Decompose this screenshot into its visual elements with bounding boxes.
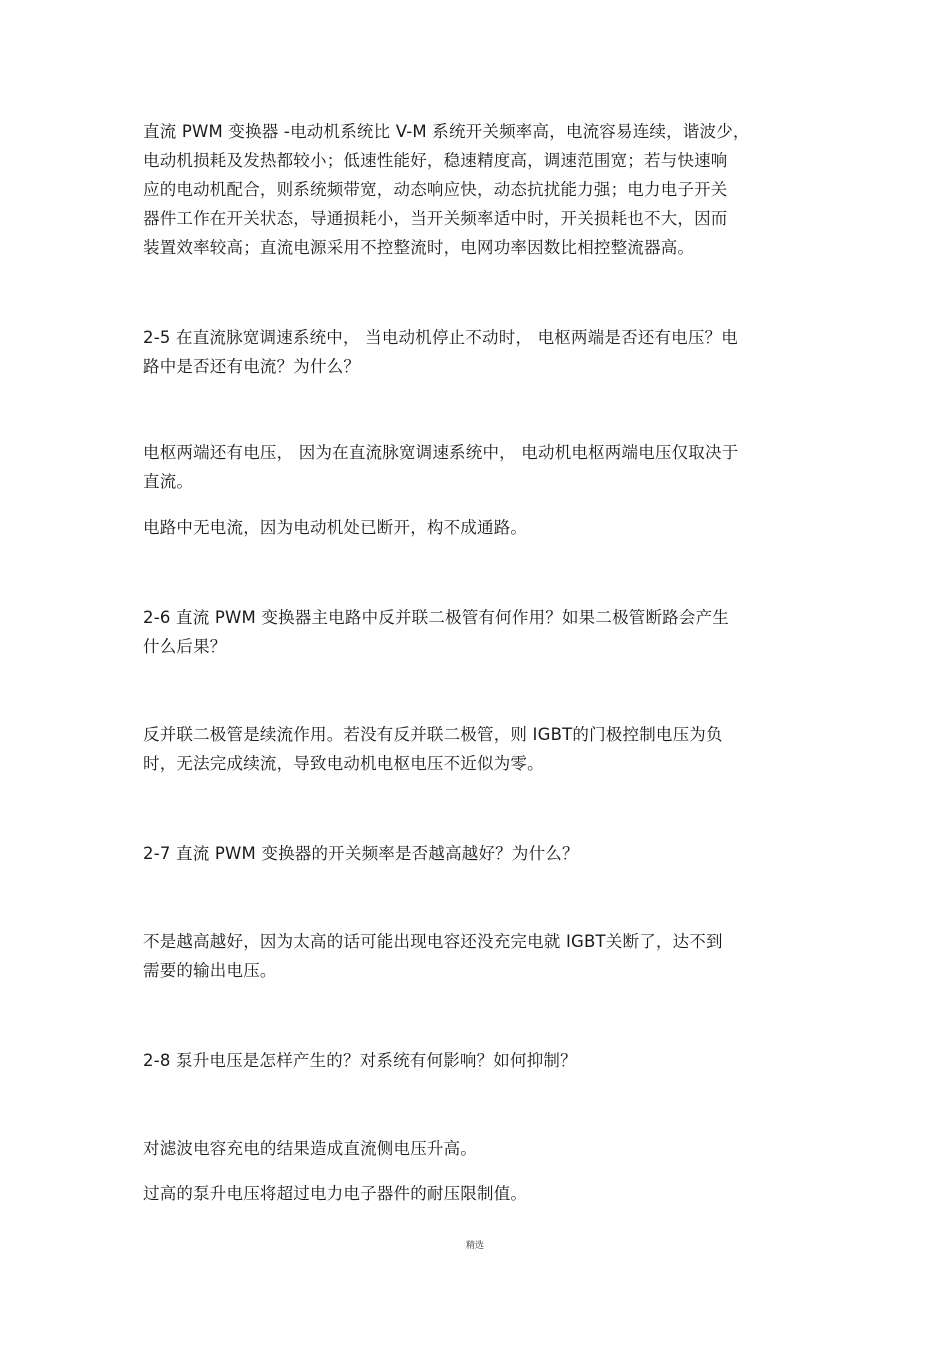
text-line: 电枢两端还有电压， 因为在直流脉宽调速系统中， 电动机电枢两端电压仅取决于 (143, 443, 739, 462)
question-2-6 (143, 603, 803, 661)
text-line: 反并联二极管是续流作用。若没有反并联二极管，则 IGBT的门极控制电压为负 (143, 725, 723, 744)
paragraph-intro (143, 117, 803, 262)
text-line: 不是越高越好，因为太高的话可能出现电容还没充完电就 IGBT关断了，达不到 (143, 932, 723, 951)
answer-2-6 (143, 720, 803, 778)
page-footer: 精选 (465, 1241, 484, 1251)
text-line: 电动机损耗及发热都较小；低速性能好，稳速精度高，调速范围宽；若与快速响 (143, 151, 728, 170)
text-line: 对滤波电容充电的结果造成直流侧电压升高。 (143, 1139, 477, 1158)
text-line: 应的电动机配合，则系统频带宽，动态响应快，动态抗扰能力强；电力电子开关 (143, 180, 728, 199)
text-line: 直流。 (143, 472, 194, 491)
text-line: 需要的输出电压。 (143, 961, 277, 980)
answer-2-5-current (143, 513, 803, 542)
question-2-8 (143, 1046, 803, 1075)
answer-2-7 (143, 927, 803, 985)
answer-2-8-cause (143, 1134, 803, 1163)
question-2-7 (143, 839, 803, 868)
question-2-5 (143, 323, 803, 381)
text-line: 2-8 泵升电压是怎样产生的？对系统有何影响？如何抑制？ (143, 1051, 577, 1070)
text-line: 电路中无电流，因为电动机处已断开，构不成通路。 (143, 518, 528, 537)
text-line: 过高的泵升电压将超过电力电子器件的耐压限制值。 (143, 1184, 528, 1203)
answer-2-5-voltage (143, 438, 803, 496)
text-line: 路中是否还有电流？为什么？ (143, 357, 361, 376)
text-line: 时，无法完成续流，导致电动机电枢电压不近似为零。 (143, 754, 544, 773)
text-line: 2-5 在直流脉宽调速系统中， 当电动机停止不动时， 电枢两端是否还有电压？电 (143, 328, 738, 347)
answer-2-8-effect (143, 1179, 803, 1208)
text-line: 直流 PWM 变换器 -电动机系统比 V-M 系统开关频率高，电流容易连续，谐波少， (143, 122, 750, 141)
text-line: 2-6 直流 PWM 变换器主电路中反并联二极管有何作用？如果二极管断路会产生 (143, 608, 729, 627)
text-line: 装置效率较高；直流电源采用不控整流时，电网功率因数比相控整流器高。 (143, 238, 695, 257)
text-line: 器件工作在开关状态，导通损耗小，当开关频率适中时，开关损耗也不大，因而 (143, 209, 728, 228)
text-line: 什么后果？ (143, 637, 227, 656)
text-line: 2-7 直流 PWM 变换器的开关频率是否越高越好？为什么？ (143, 844, 579, 863)
